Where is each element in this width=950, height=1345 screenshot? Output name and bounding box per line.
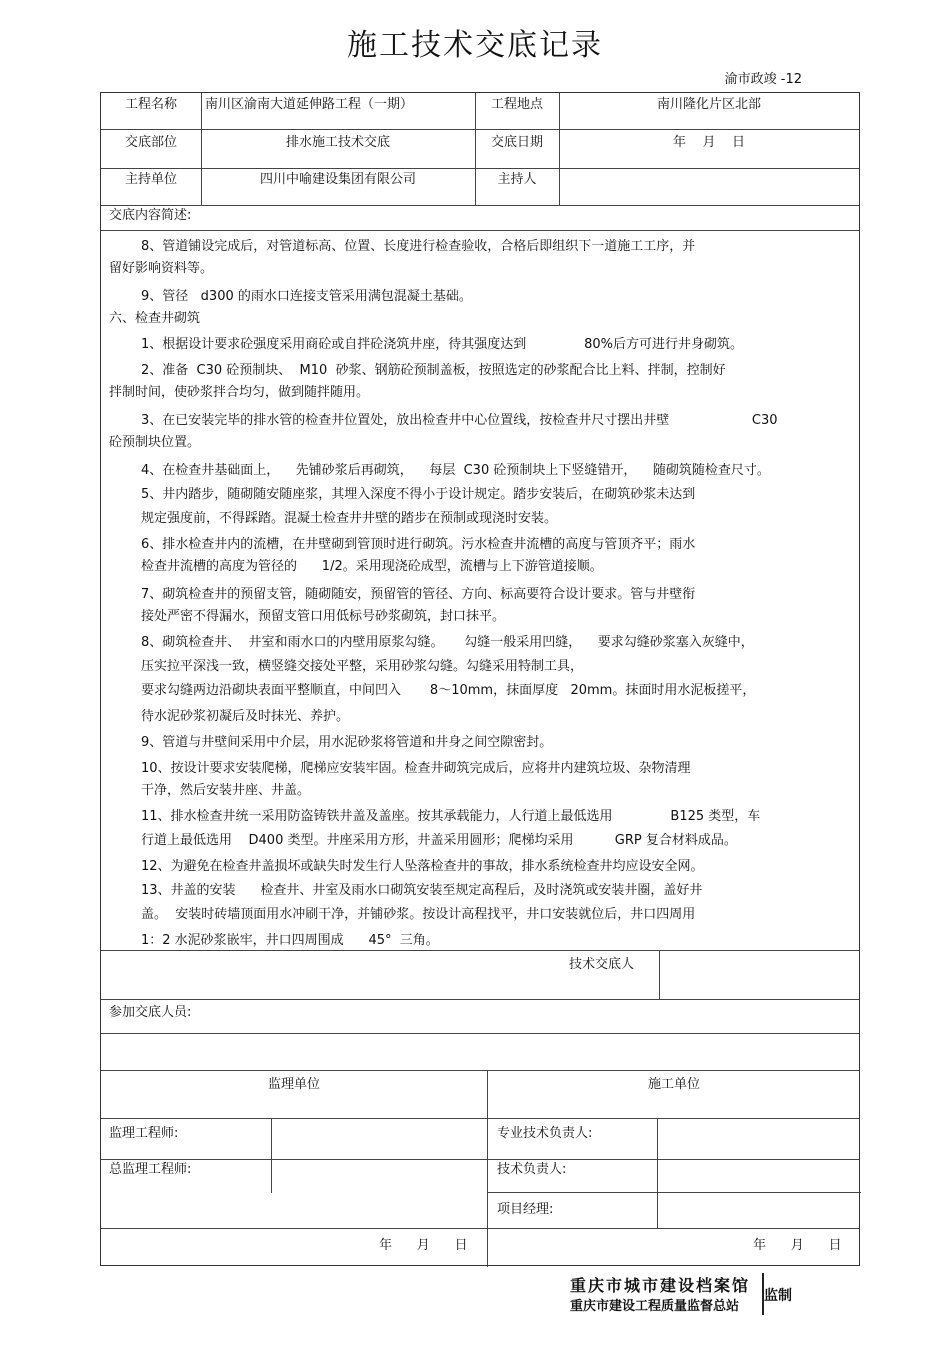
project-name-label: 工程名称 xyxy=(124,97,177,112)
content-line: 留好影响资料等。 xyxy=(109,261,214,276)
issuer-line-1: 重庆市城市建设档案馆 xyxy=(570,1276,751,1295)
summary-label: 交底内容简述: xyxy=(109,208,192,223)
content-line: 9、管道与井壁间采用中介层，用水泥砂浆将管道和井身之间空隙密封。 xyxy=(141,735,553,750)
supervision-unit-label: 监理单位 xyxy=(267,1077,320,1092)
content-line: 行道上最低选用 D400 类型。井座采用方形，井盖采用圆形；爬梯均采用 GRP 复合材料成品。 xyxy=(141,833,737,848)
chief-supervising-engineer-label: 总监理工程师: xyxy=(109,1162,192,1177)
content-line: 六、检查井砌筑 xyxy=(109,311,201,326)
content-line: 8、管道铺设完成后，对管道标高、位置、长度进行检查验收，合格后即组织下一道施工工序，并 xyxy=(141,239,696,254)
date-label: 交底日期 xyxy=(490,135,543,150)
row-divider xyxy=(487,1192,861,1193)
content-line: 8、砌筑检查井、 井室和雨水口的内壁用原浆勾缝。 勾缝一般采用凹缝， 要求勾缝砂浆塞入灰缝中， xyxy=(141,635,754,650)
col-divider xyxy=(271,1118,272,1193)
issuer-line-2: 重庆市建设工程质量监督总站 xyxy=(570,1299,740,1314)
content-line: 接处严密不得漏水，预留支管口用低标号砂浆砌筑，封口抹平。 xyxy=(141,609,506,624)
professional-tech-lead-label: 专业技术负责人: xyxy=(497,1126,593,1141)
row-divider xyxy=(101,1033,859,1034)
content-line: 压实拉平深浅一致，横竖缝交接处平整，采用砂浆勾缝。勾缝采用特制工具， xyxy=(141,659,584,674)
content-line: 盖。 安装时砖墙顶面用水冲刷干净，并铺砂浆。按设计高程找平，井口安装就位后，井口四周用 xyxy=(141,907,696,922)
location-label: 工程地点 xyxy=(490,97,543,112)
content-line: 7、砌筑检查井的预留支管，随砌随安，预留管的管径、方向、标高要符合设计要求。管与井壁衔 xyxy=(141,587,696,602)
host-unit: 四川中喻建设集团有限公司 xyxy=(259,172,416,187)
content-line: 规定强度前，不得踩踏。混凝土检查井井壁的踏步在预制或现浇时安装。 xyxy=(141,511,558,526)
content-line: 2、准备 C30 砼预制块、 M10 砂浆、钢筋砼预制盖板，按照选定的砂浆配合比上料、拌制，控制好 xyxy=(141,363,726,378)
supervising-engineer-label: 监理工程师: xyxy=(109,1126,179,1141)
content-line: 拌制时间，使砂浆拌合均匀，做到随拌随用。 xyxy=(109,385,370,400)
content-line: 1：2 水泥砂浆嵌牢，井口四周围成 45° 三角。 xyxy=(141,933,439,948)
content-line: 3、在已安装完毕的排水管的检查井位置处，放出检查井中心位置线，按检查井尺寸摆出井壁 C30 xyxy=(141,413,778,428)
row-divider xyxy=(101,950,859,951)
content-line: 9、管径 d300 的雨水口连接支管采用满包混凝土基础。 xyxy=(141,289,472,304)
issuer-stamp xyxy=(568,1273,804,1315)
date-left: 年 月 日 xyxy=(379,1238,468,1253)
content-line: 检查井流槽的高度为管径的 1/2。采用现浇砼成型，流槽与上下游管道接顺。 xyxy=(141,559,603,574)
host-label: 主持人 xyxy=(497,172,537,187)
row-divider xyxy=(101,999,859,1000)
row-divider xyxy=(101,1070,859,1071)
host-unit-label: 主持单位 xyxy=(124,172,177,187)
content-line: 待水泥砂浆初凝后及时抹光、养护。 xyxy=(141,709,350,724)
content-line: 13、井盖的安装 检查井、井室及雨水口砌筑安装至规定高程后，及时浇筑或安装井圈，盖好井 xyxy=(141,883,703,898)
issuer-supervised-label: 监制 xyxy=(764,1288,792,1304)
col-divider xyxy=(487,1070,488,1267)
location: 南川隆化片区北部 xyxy=(656,97,761,112)
content-line: 5、井内踏步，随砌随安随座浆，其埋入深度不得小于设计规定。踏步安装后，在砌筑砂浆未达到 xyxy=(141,487,696,502)
construction-unit-label: 施工单位 xyxy=(647,1077,700,1092)
row-divider xyxy=(101,129,859,130)
col-divider xyxy=(657,1118,658,1228)
tech-lead-label: 技术负责人: xyxy=(497,1162,567,1177)
tech-person-label: 技术交底人 xyxy=(569,957,635,972)
part: 排水施工技术交底 xyxy=(285,135,390,150)
date-right: 年 月 日 xyxy=(753,1238,842,1253)
content-line: 干净，然后安装井座、井盖。 xyxy=(141,783,311,798)
project-manager-label: 项目经理: xyxy=(497,1202,554,1217)
page-title: 施工技术交底记录 xyxy=(347,28,603,63)
project-name: 南川区渝南大道延伸路工程（一期） xyxy=(205,97,414,112)
row-divider xyxy=(101,205,859,206)
content-line: 4、在检查井基础面上， 先铺砂浆后再砌筑， 每层 C30 砼预制块上下竖缝错开， 随砌筑随检查尺寸。 xyxy=(141,463,770,478)
content-line: 1、根据设计要求砼强度采用商砼或自拌砼浇筑井座，待其强度达到 80%后方可进行井身砌筑。 xyxy=(141,337,744,352)
date: 年 月 日 xyxy=(672,135,746,150)
participants-label: 参加交底人员: xyxy=(109,1005,192,1020)
content-line: 10、按设计要求安装爬梯，爬梯应安装牢固。检查井砌筑完成后，应将井内建筑垃圾、杂物清理 xyxy=(141,761,691,776)
part-label: 交底部位 xyxy=(124,135,177,150)
content-line: 砼预制块位置。 xyxy=(109,435,201,450)
row-divider xyxy=(101,1228,859,1229)
row-divider xyxy=(101,230,859,231)
content-line: 11、排水检查井统一采用防盗铸铁井盖及盖座。按其承载能力，人行道上最低选用 B125 类型，车 xyxy=(141,809,761,824)
issuer-names xyxy=(568,1273,760,1315)
row-divider xyxy=(101,1118,859,1119)
content-line: 12、为避免在检查井盖损坏或缺失时发生行人坠落检查井的事故，排水系统检查井均应设安全网。 xyxy=(141,859,704,874)
row-divider xyxy=(101,1159,859,1160)
record-form xyxy=(100,92,860,1266)
content-line: 6、排水检查井内的流槽，在井壁砌到管顶时进行砌筑。污水检查井流槽的高度与管顶齐平；雨水 xyxy=(141,537,696,552)
row-divider xyxy=(101,168,859,169)
document-number: 渝市政竣 -12 xyxy=(724,72,802,87)
col-divider xyxy=(659,950,660,999)
content-line: 要求勾缝两边沿砌块表面平整顺直，中间凹入 8～10mm，抹面厚度 20mm。抹面时用水泥板搓平， xyxy=(141,683,756,698)
